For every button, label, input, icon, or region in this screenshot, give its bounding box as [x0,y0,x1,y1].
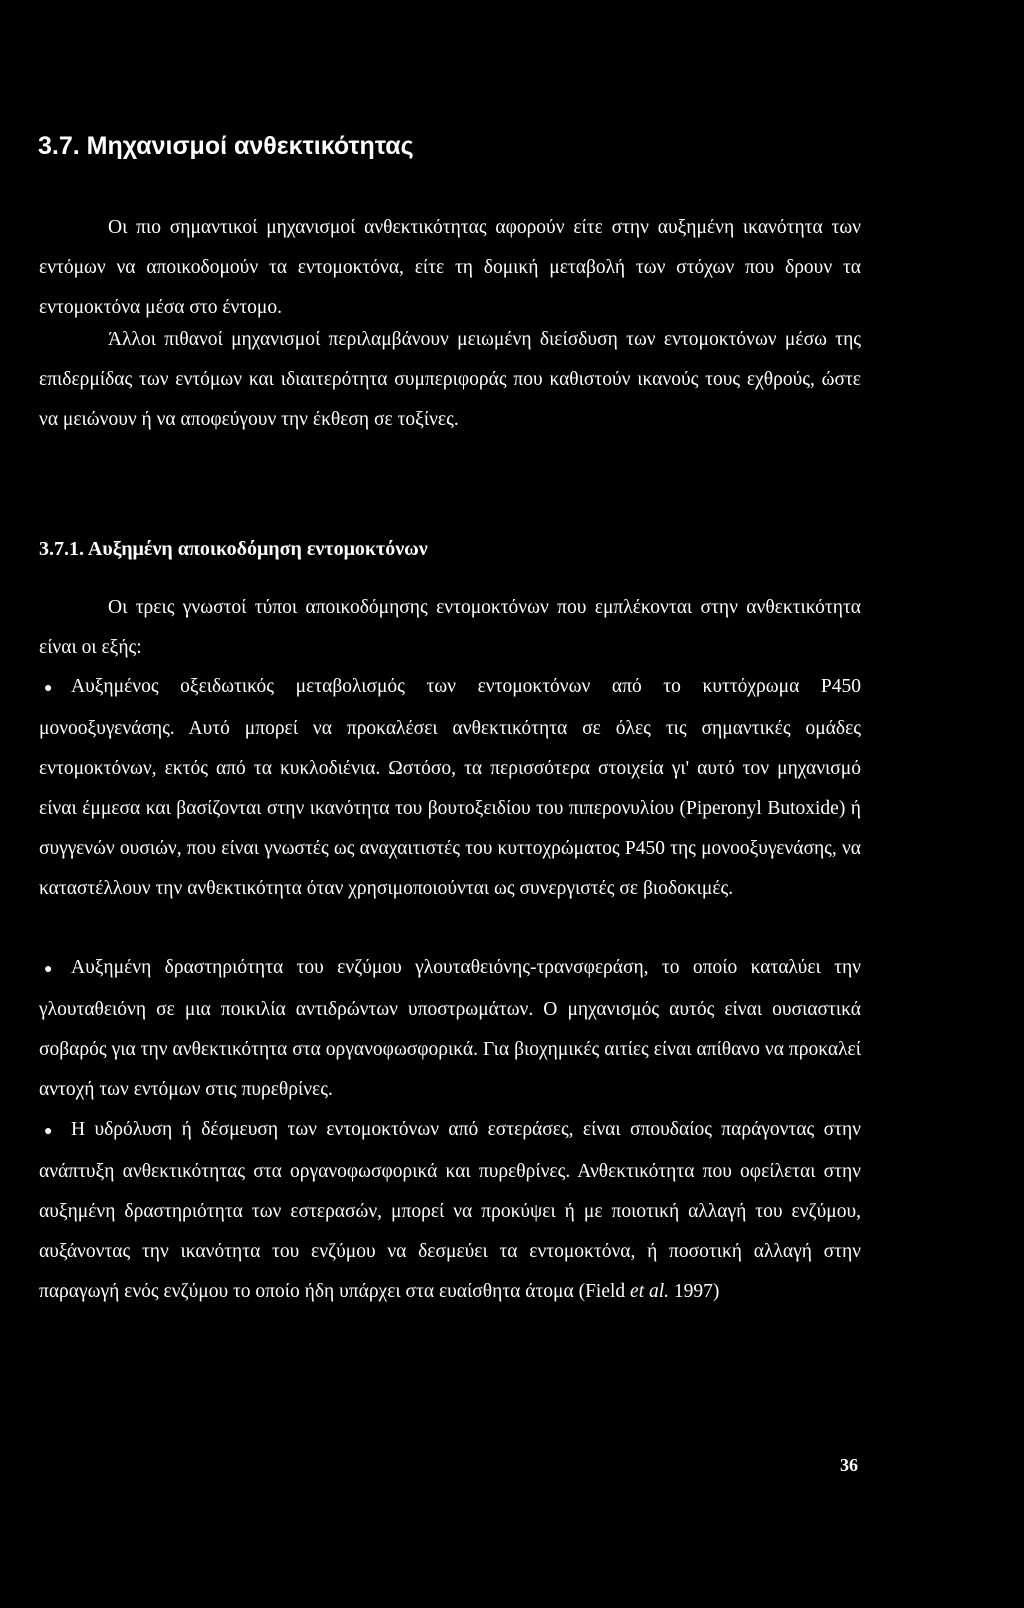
bullet-icon: ● [44,1124,53,1139]
citation-year: 1997) [669,1281,720,1302]
bullet-text: Αυξημένος οξειδωτικός μεταβολισμός των εντομοκτόνων από το κυττόχρωμα P450 μονοοξυγενάσης. Αυτό μπορεί να προκαλέσει ανθεκτικότητα σε όλες τις σημαντικές ομάδες εντομοκτόνων, εκτός από τα κυκλοδιένια. Ωστόσο, τα περισσότερα στοιχεία γι' αυτό τον μηχανισμό είναι έμμεσα και βασίζονται στην ικανότητα του βουτοξειδίου του πιπερονυλίου (Piperonyl Butoxide) ή συγγενών ουσιών, που είναι γνωστές ως αναχαιτιστές του κυττοχρώματος P450 της μονοοξυγενάσης, να καταστέλλουν την ανθεκτικότητα όταν χρησιμοποιούνται ως συνεργιστές σε βιοδοκιμές. [39,676,861,899]
bullet-text: Η υδρόλυση ή δέσμευση των εντομοκτόνων από εστεράσες, είναι σπουδαίος παράγοντας στην ανάπτυξη ανθεκτικότητας στα οργανοφωσφορικά και πυρεθρίνες. Ανθεκτικότητα που οφείλεται στην αυξημένη δραστηριότητα των εστερασών, μπορεί να προκύψει ή με ποιοτική αλλαγή του ενζύμου, αυξάνοντας την ικανότητα του ενζύμου να δεσμεύει τα εντομοκτόνα, ή ποσοτική αλλαγή στην παραγωγή ενός ενζύμου το οποίο ήδη υπάρχει στα ευαίσθητα άτομα (Field [39,1119,861,1302]
paragraph-degradation-intro: Οι τρεις γνωστοί τύποι αποικοδόμησης εντομοκτόνων που εμπλέκονται στην ανθεκτικότητα είναι οι εξής: [39,597,861,658]
page-number: 36 [840,1455,858,1475]
paragraph-intro: Οι πιο σημαντικοί μηχανισμοί ανθεκτικότητας αφορούν είτε στην αυξημένη ικανότητα των εντόμων να αποικοδομούν τα εντομοκτόνα, είτε τη δομική μεταβολή των στόχων που δρουν τα εντομοκτόνα μέσα στο έντομο. [39,217,861,318]
bullet-item-esterases [39,1110,861,1312]
citation-et-al: et al. [630,1281,670,1302]
section-heading: 3.7. Μηχανισμοί ανθεκτικότητας [38,132,414,160]
bullet-icon: ● [44,681,53,696]
subsection-heading: 3.7.1. Αυξημένη αποικοδόμηση εντομοκτόνων [39,538,428,560]
bullet-icon: ● [44,962,53,977]
paragraph-other-mechanisms: Άλλοι πιθανοί μηχανισμοί περιλαμβάνουν μειωμένη διείσδυση των εντομοκτόνων μέσω της επιδερμίδας των εντόμων και ιδιαιτερότητα συμπεριφοράς που καθιστούν ικανούς τους εχθρούς, ώστε να μειώνουν ή να αποφεύγουν την έκθεση σε τοξίνες. [39,329,861,430]
bullet-text: Αυξημένη δραστηριότητα του ενζύμου γλουταθειόνης-τρανσφεράση, το οποίο καταλύει την γλουταθειόνη σε μια ποικιλία αντιδρώντων υποστρωμάτων. Ο μηχανισμός αυτός είναι ουσιαστικά σοβαρός για την ανθεκτικότητα στα οργανοφωσφορικά. Για βιοχημικές αιτίες είναι απίθανο να προκαλεί αντοχή των εντόμων στις πυρεθρίνες. [39,957,861,1100]
bullet-item-glutathione [39,948,861,1110]
bullet-item-oxidative [39,667,861,909]
